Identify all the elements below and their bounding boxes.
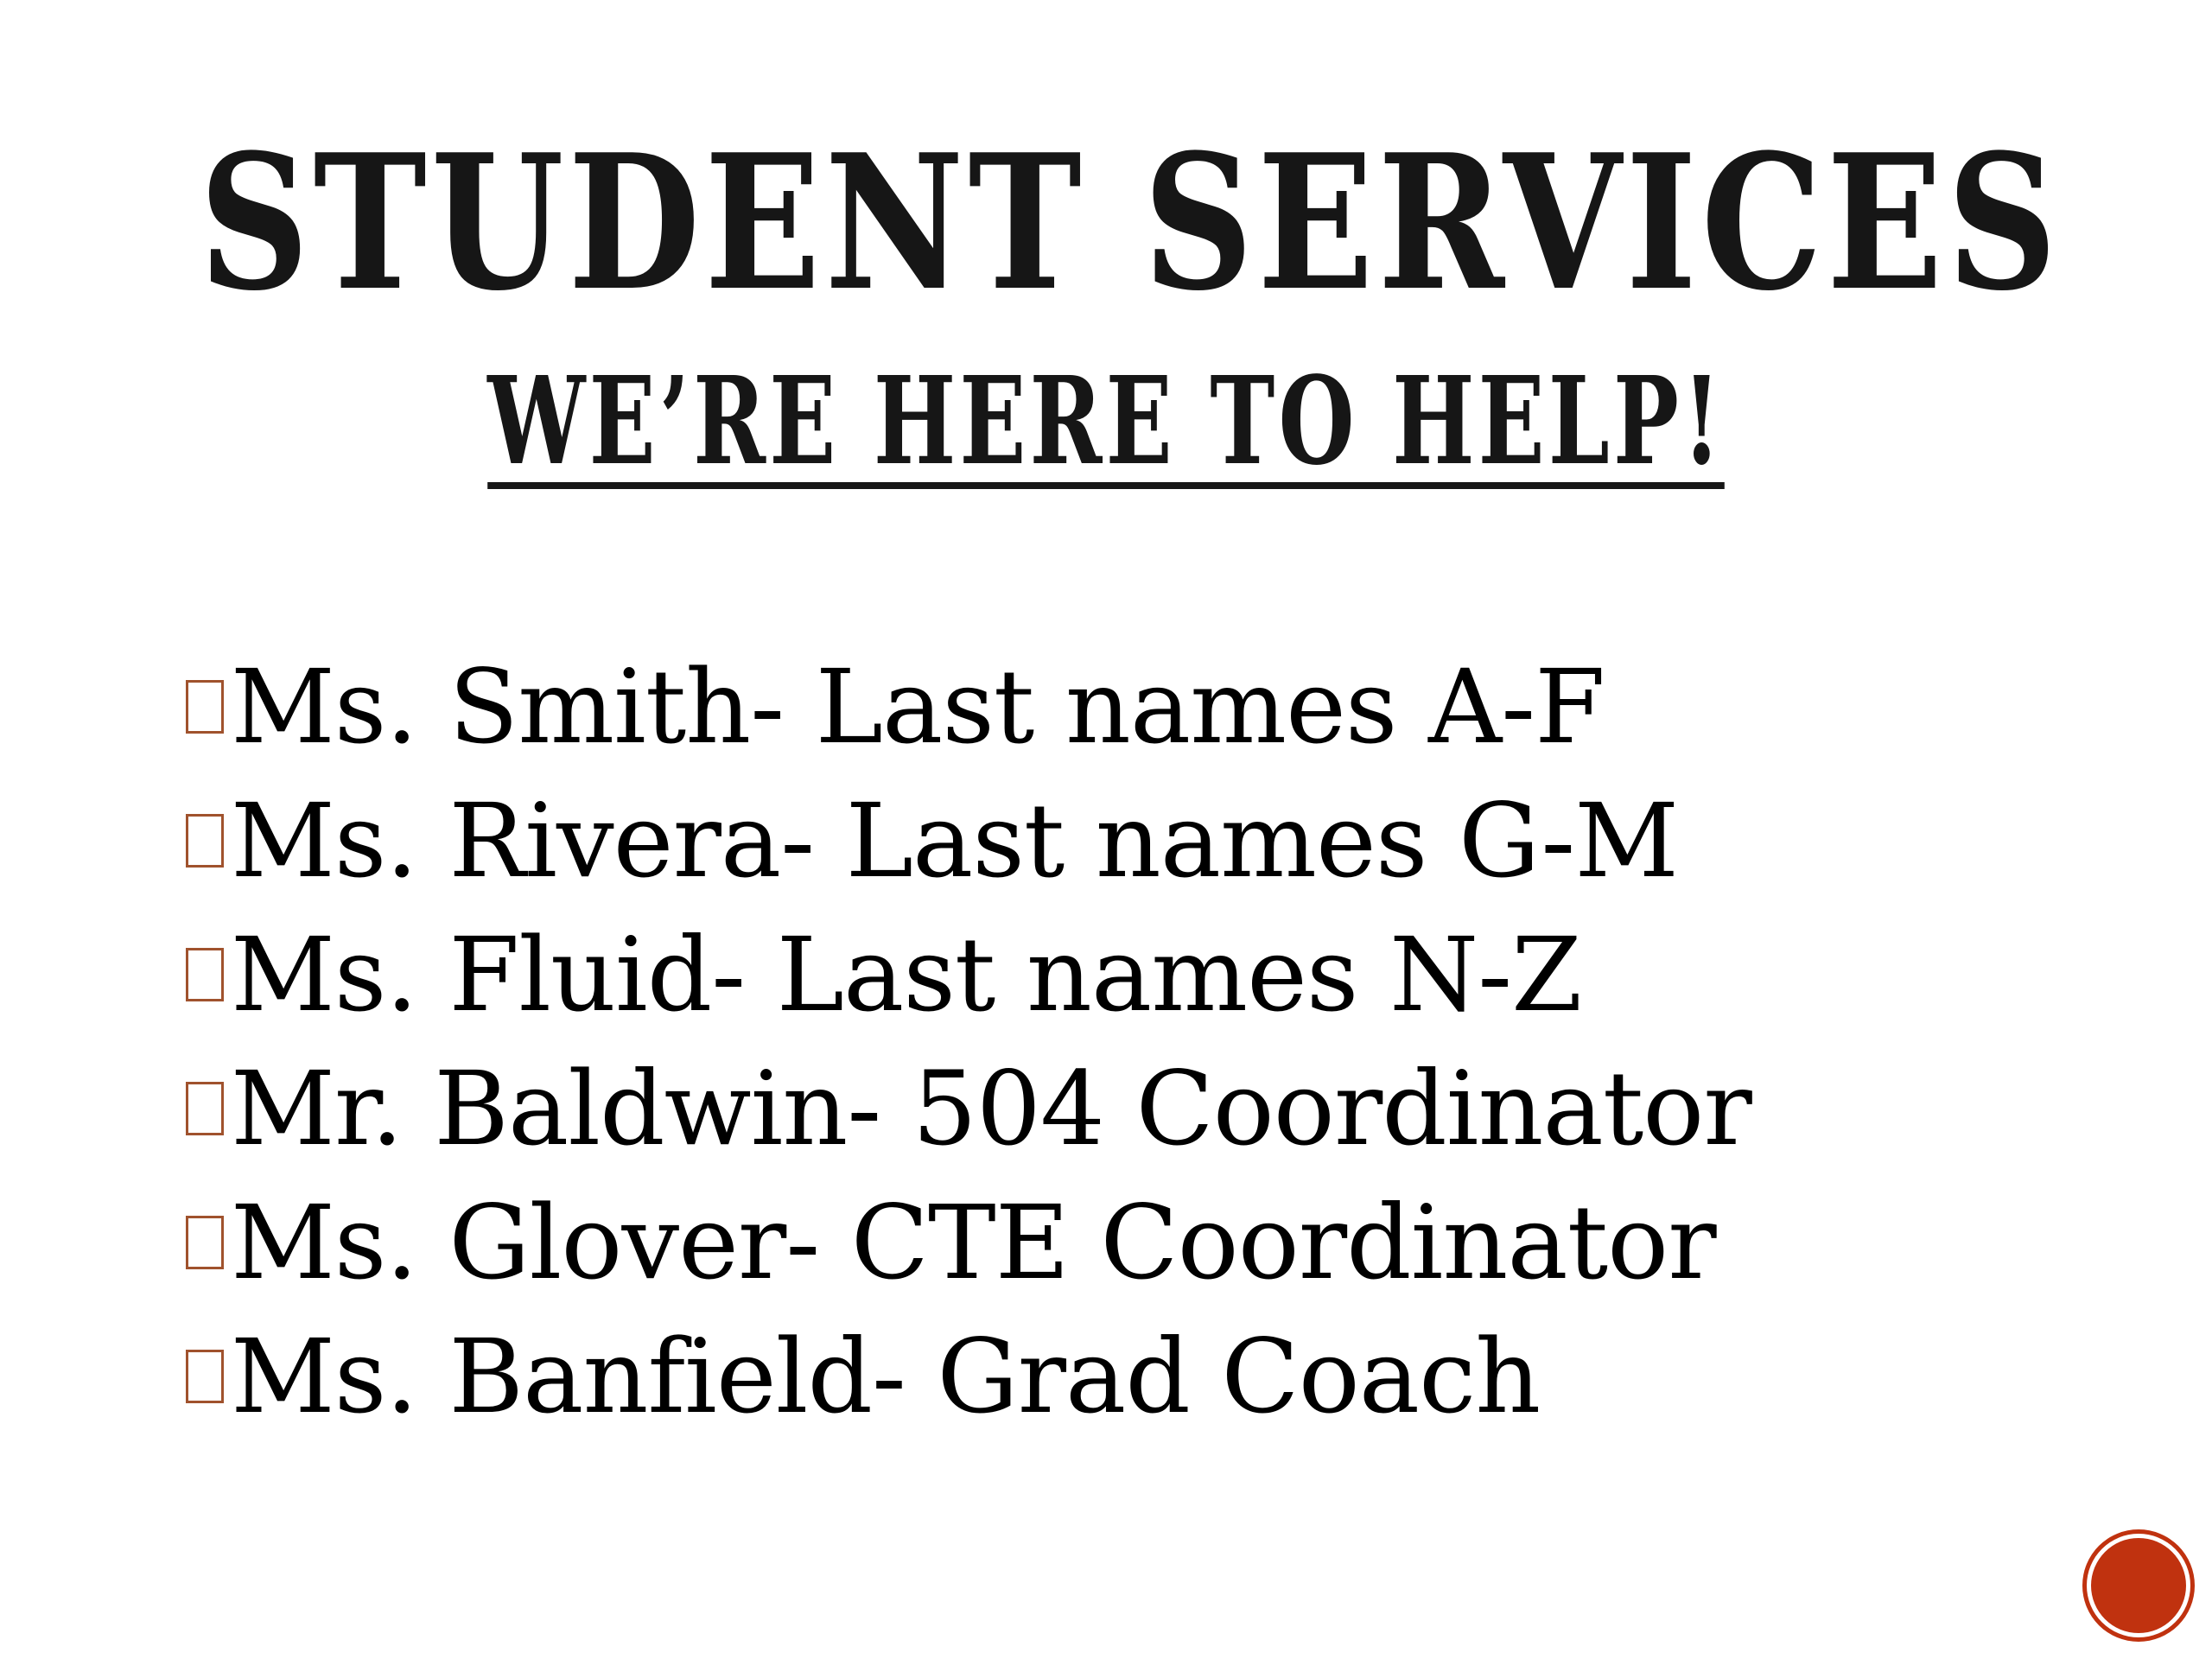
list-item [186, 639, 1751, 773]
slide-subtitle [309, 351, 1902, 493]
square-bullet-icon [186, 1216, 224, 1269]
staff-list [186, 639, 1751, 1443]
list-item [186, 1041, 1751, 1175]
square-bullet-icon [186, 680, 224, 734]
list-item-text: Ms. Fluid- Last names N-Z [231, 914, 1582, 1034]
list-item [186, 1175, 1751, 1309]
list-item-text: Ms. Glover- CTE Coordinator [231, 1182, 1716, 1302]
square-bullet-icon [186, 1082, 224, 1135]
list-item [186, 907, 1751, 1041]
list-item [186, 1309, 1751, 1443]
list-item-text: Ms. Rivera- Last names G-M [231, 780, 1679, 900]
list-item-text: Ms. Banfield- Grad Coach [231, 1316, 1541, 1436]
circle-nav-icon[interactable] [2091, 1538, 2186, 1633]
list-item-text: Mr. Baldwin- 504 Coordinator [231, 1048, 1751, 1168]
list-item-text: Ms. Smith- Last names A-F [231, 646, 1605, 766]
slide-subtitle-text: WE’RE HERE TO HELP! [487, 351, 1725, 493]
square-bullet-icon [186, 1350, 224, 1403]
slide-title: STUDENT SERVICES [199, 113, 2062, 332]
square-bullet-icon [186, 814, 224, 868]
square-bullet-icon [186, 948, 224, 1001]
list-item [186, 773, 1751, 907]
